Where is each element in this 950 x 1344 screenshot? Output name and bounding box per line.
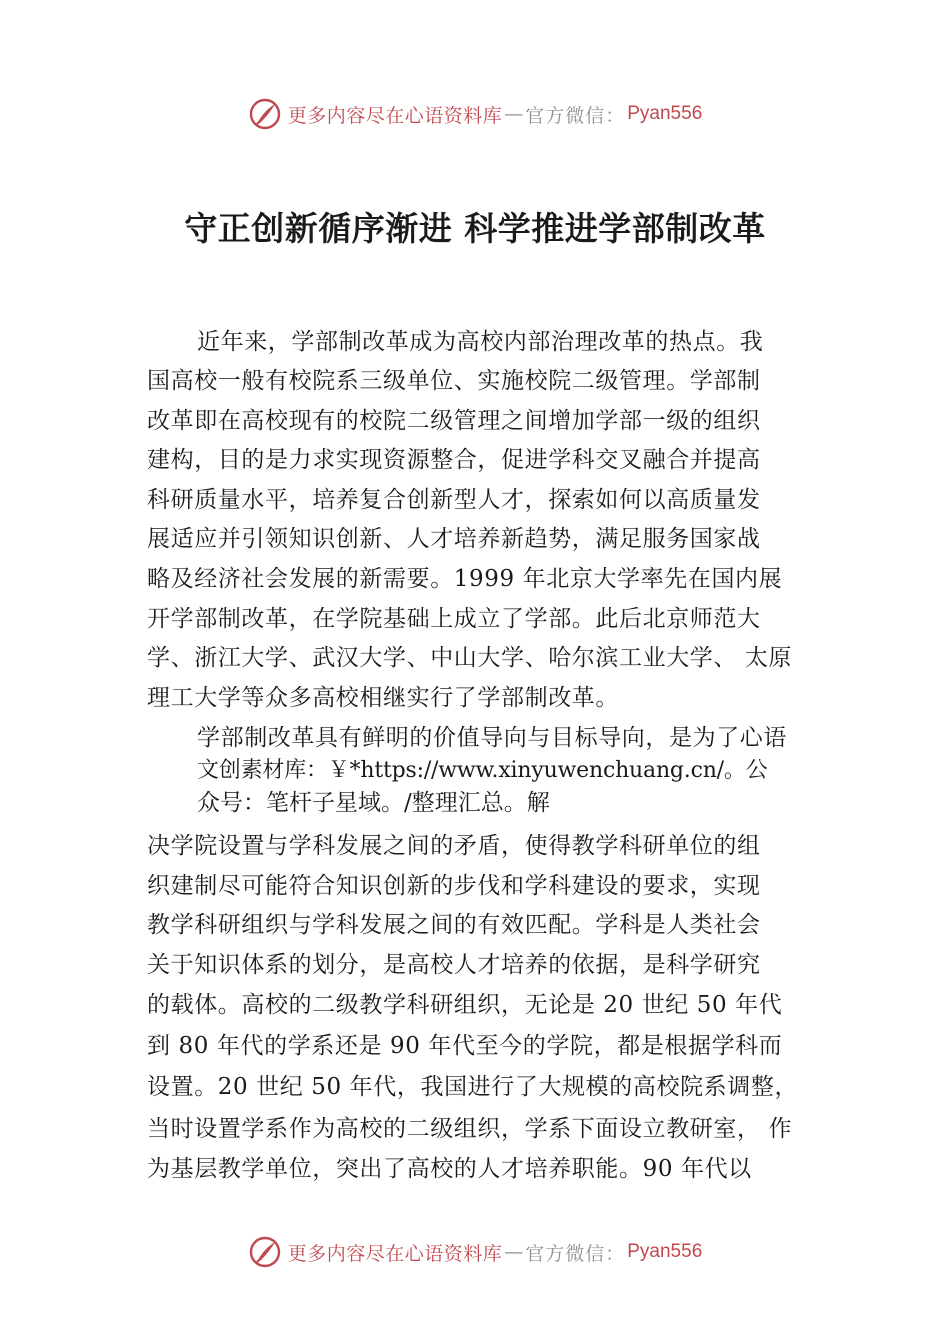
- body-line: 众号：笔杆子星域。/整理汇总。解: [197, 790, 550, 816]
- body-line: 决学院设置与学科发展之间的矛盾，使得教学科研单位的组: [147, 833, 761, 859]
- body-line: 开学部制改革，在学院基础上成立了学部。此后北京师范大: [147, 606, 761, 632]
- footer-banner: [0, 1232, 950, 1272]
- banner-separator: —: [504, 1241, 524, 1263]
- quill-logo-icon: [248, 1235, 282, 1269]
- banner-text: 更多内容尽在心语资料库: [287, 104, 503, 127]
- body-line: 关于知识体系的划分，是高校人才培养的依据，是科学研究: [147, 952, 761, 978]
- body-line: 织建制尽可能符合知识创新的步伐和学科建设的要求，实现: [147, 873, 761, 899]
- banner-wechat-label: 官方微信：: [525, 104, 626, 127]
- body-line: 略及经济社会发展的新需要。1999 年北京大学率先在国内展: [147, 566, 783, 592]
- banner-text: 更多内容尽在心语资料库: [287, 1242, 503, 1265]
- body-line: 国高校一般有校院系三级单位、实施校院二级管理。学部制: [147, 368, 761, 394]
- body-line: 学部制改革具有鲜明的价值导向与目标导向，是为了心语: [197, 725, 787, 751]
- header-banner: [0, 94, 950, 134]
- body-line: 展适应并引领知识创新、人才培养新趋势，满足服务国家战: [147, 526, 761, 552]
- banner-wechat-id: Pyan556: [627, 1241, 703, 1262]
- body-line: 近年来，学部制改革成为高校内部治理改革的热点。我: [197, 329, 764, 355]
- quill-logo-icon: [248, 97, 282, 131]
- body-line: 理工大学等众多高校相继实行了学部制改革。: [147, 685, 619, 711]
- body-line: 为基层教学单位，突出了高校的人才培养职能。90 年代以: [147, 1156, 752, 1182]
- body-line: 学、浙江大学、武汉大学、中山大学、哈尔滨工业大学、 太原: [147, 645, 793, 671]
- body-line: 科研质量水平，培养复合创新型人才，探索如何以高质量发: [147, 487, 761, 513]
- banner-wechat-id: Pyan556: [627, 103, 703, 124]
- body-line: 设置。20 世纪 50 年代，我国进行了大规模的高校院系调整，: [147, 1074, 799, 1100]
- body-line: 到 80 年代的学系还是 90 年代至今的学院，都是根据学科而: [147, 1033, 783, 1059]
- body-line: 的载体。高校的二级教学科研组织，无论是 20 世纪 50 年代: [147, 992, 783, 1018]
- body-line: 文创素材库：￥*https://www.xinyuwenchuang.cn/。公: [197, 758, 768, 783]
- banner-wechat-label: 官方微信：: [525, 1242, 626, 1265]
- body-line: 教学科研组织与学科发展之间的有效匹配。学科是人类社会: [147, 912, 761, 938]
- body-line: 当时设置学系作为高校的二级组织，学系下面设立教研室， 作: [147, 1116, 793, 1142]
- body-line: 改革即在高校现有的校院二级管理之间增加学部一级的组织: [147, 408, 761, 434]
- document-title: 守正创新循序渐进 科学推进学部制改革: [184, 209, 766, 248]
- body-line: 建构，目的是力求实现资源整合，促进学科交叉融合并提高: [147, 447, 761, 473]
- banner-separator: —: [504, 103, 524, 125]
